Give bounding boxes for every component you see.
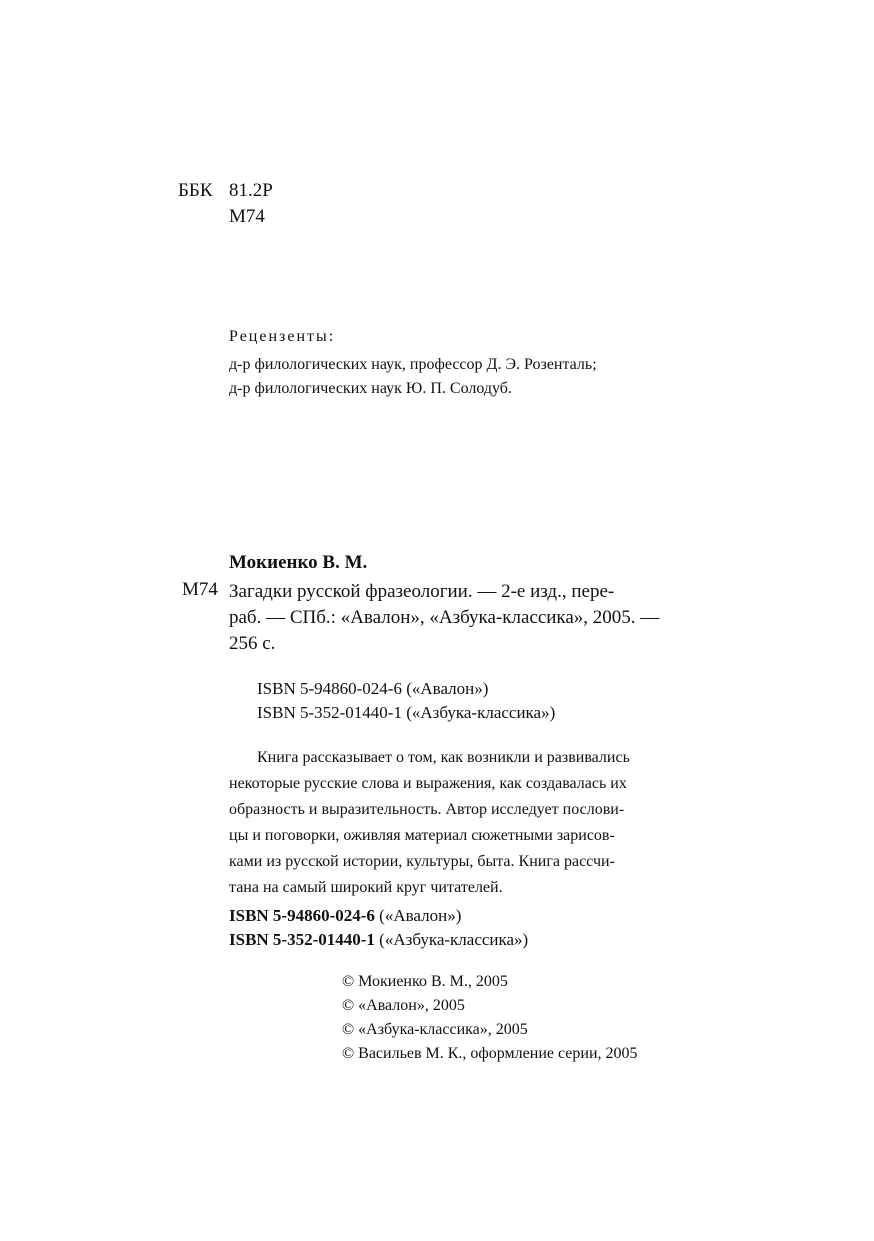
isbn-bold-publisher: («Авалон») (379, 906, 462, 925)
reviewer-line: д-р филологических наук Ю. П. Солодуб. (229, 380, 512, 397)
isbn-line: ISBN 5-352-01440-1 («Азбука-классика») (257, 703, 556, 722)
bbk-label: ББК (178, 180, 213, 201)
copyright-line: © «Авалон», 2005 (342, 997, 465, 1014)
reference-line: раб. — СПб.: «Авалон», «Азбука-классика», 2005. — (229, 607, 660, 628)
author-heading: Мокиенко В. М. (229, 552, 368, 573)
reference-line: Загадки русской фразеологии. — 2-е изд., пере- (229, 581, 615, 602)
reference-line: 256 с. (229, 633, 276, 654)
copyright-line: © Мокиенко В. М., 2005 (342, 973, 508, 990)
annotation-line: ками из русской истории, культуры, быта. Книга рассчи- (229, 853, 615, 870)
bbk-code: 81.2Р (229, 180, 273, 201)
isbn-bold-code: ISBN 5-94860-024-6 (229, 906, 375, 925)
annotation-line: тана на самый широкий круг читателей. (229, 879, 503, 896)
copyright-line: © «Азбука-классика», 2005 (342, 1021, 528, 1038)
reference-text (229, 579, 659, 657)
copyright-line: © Васильев М. К., оформление серии, 2005 (342, 1045, 638, 1062)
isbn-bold-line (229, 904, 528, 928)
annotation-line: Книга рассказывает о том, как возникли и развивались (257, 749, 630, 766)
isbn-bold-block (229, 904, 528, 952)
isbn-line: ISBN 5-94860-024-6 («Авалон») (257, 679, 489, 698)
isbn-bold-publisher: («Азбука-классика») (379, 930, 529, 949)
annotation-line: образность и выразительность. Автор исследует послови- (229, 801, 625, 818)
isbn-bold-line (229, 928, 528, 952)
reference-mark: М74 (182, 579, 218, 600)
reviewers-list (229, 353, 597, 401)
annotation (229, 745, 699, 901)
reviewers-title: Рецензенты: (229, 328, 336, 345)
reference-isbn (257, 677, 555, 725)
bbk-author-mark: М74 (229, 206, 265, 227)
annotation-line: цы и поговорки, оживляя материал сюжетными зарисов- (229, 827, 615, 844)
copyright-block (342, 970, 638, 1066)
reviewer-line: д-р филологических наук, профессор Д. Э. Розенталь; (229, 356, 597, 373)
annotation-line: некоторые русские слова и выражения, как создавалась их (229, 775, 627, 792)
isbn-bold-code: ISBN 5-352-01440-1 (229, 930, 375, 949)
